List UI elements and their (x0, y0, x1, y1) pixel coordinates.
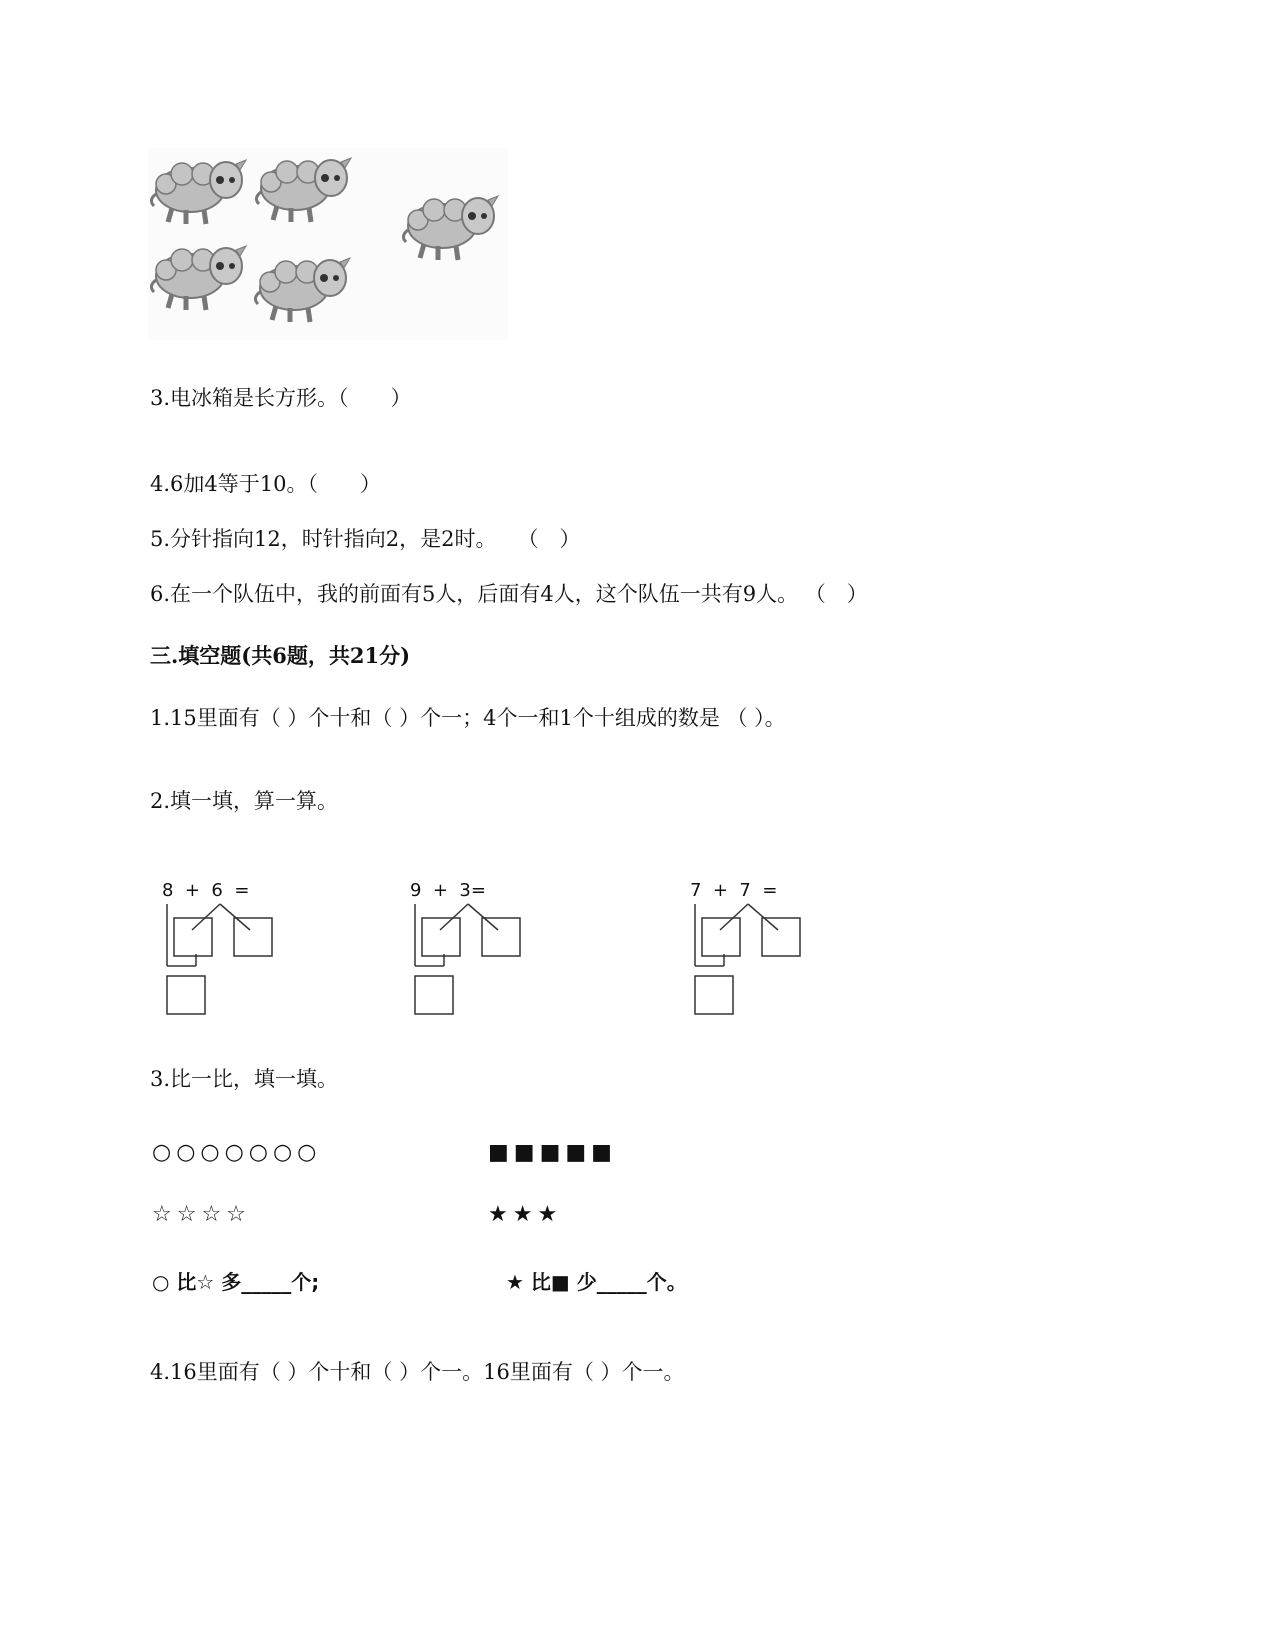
fill-question-2-title: 2.填一填，算一算。 (150, 789, 339, 813)
question-4-addition: 4.6加4等于10。（ ） (150, 472, 381, 496)
solid-stars-row: ★★★ (488, 1202, 563, 1227)
fill-question-3-title: 3.比一比，填一填。 (150, 1067, 339, 1091)
answer-box[interactable] (174, 918, 212, 956)
equation-3: 7 + 7 = (690, 880, 778, 901)
answer-box[interactable] (695, 976, 733, 1014)
answer-box[interactable] (234, 918, 272, 956)
sheep-5 (255, 258, 350, 322)
decomposition-diagram-2 (410, 880, 550, 1050)
equation-1: 8 + 6 = (162, 880, 250, 901)
sheep-1 (151, 160, 246, 224)
compare-question-left: ○ 比☆ 多_____个; (152, 1270, 320, 1294)
question-6-queue: 6.在一个队伍中，我的前面有5人，后面有4人，这个队伍一共有9人。 （ ） (150, 582, 868, 606)
sheep-4 (151, 246, 246, 310)
answer-box[interactable] (702, 918, 740, 956)
answer-box[interactable] (167, 976, 205, 1014)
hollow-stars-row: ☆☆☆☆ (152, 1202, 251, 1227)
sheep-illustration (148, 148, 508, 340)
sheep-group (148, 148, 508, 340)
answer-box[interactable] (415, 976, 453, 1014)
decomposition-diagram-3 (690, 880, 830, 1050)
fill-question-4: 4.16里面有（ ）个十和（ ）个一。16里面有（ ）个一。 (150, 1360, 685, 1384)
fill-question-1: 1.15里面有（ ）个十和（ ）个一；4个一和1个十组成的数是 （ ）。 (150, 706, 786, 730)
answer-box[interactable] (762, 918, 800, 956)
question-5-clock: 5.分针指向12，时针指向2，是2时。 （ ） (150, 527, 581, 551)
compare-question-right: ★ 比■ 少_____个。 (506, 1270, 687, 1294)
section-3-title: 三.填空题(共6题，共21分) (150, 643, 411, 668)
answer-box[interactable] (482, 918, 520, 956)
circles-row: ○○○○○○○ (152, 1140, 322, 1165)
decomposition-diagram-1 (162, 880, 302, 1050)
sheep-2 (256, 158, 351, 222)
equation-2: 9 + 3= (410, 880, 486, 901)
question-3-fridge: 3.电冰箱是长方形。（ ） (150, 386, 412, 410)
sheep-3 (403, 196, 498, 260)
answer-box[interactable] (422, 918, 460, 956)
squares-row: ■■■■■ (488, 1140, 617, 1165)
